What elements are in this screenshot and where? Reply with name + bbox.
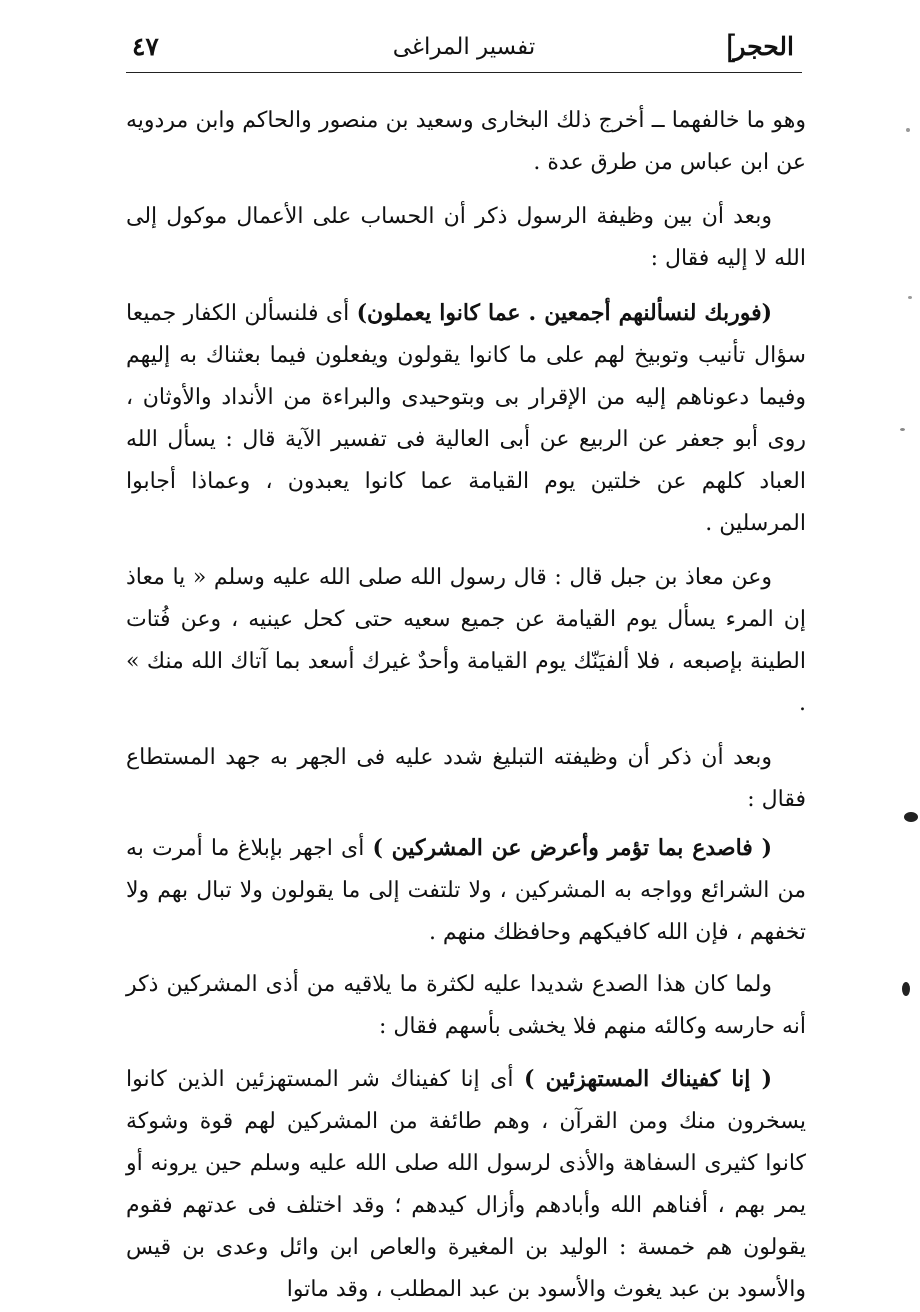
paragraph-7: ولما كان هذا الصدع شديدا عليه لكثرة ما يلاقيه من أذى المشركين ذكر أنه حارسه وكالئه منهم فلا يخشى بأسهم فقال : [126, 972, 806, 1039]
paragraph-1: وهو ما خالفهما ــ أخرج ذلك البخارى وسعيد بن منصور والحاكم وابن مردويه عن ابن عباس من طرق عدة . [126, 108, 806, 175]
paragraph-8 [126, 1058, 806, 1311]
paragraph-3 [126, 292, 806, 545]
paragraph-2: وبعد أن بين وظيفة الرسول ذكر أن الحساب على الأعمال موكول إلى الله لا إليه فقال : [126, 204, 806, 271]
quran-verse: (فوربك لنسألنهم أجمعين . عما كانوا يعملون) [356, 300, 772, 326]
paragraph-text: أى إنا كفيناك شر المستهزئين الذين كانوا يسخرون منك ومن القرآن ، وهم طائفة من المشركين لهم قوة وشوكة كانوا كثيرى السفاهة والأذى لرسول الله صلى الله عليه وسلم حين يرونه أو يمر بهم ، أفناهم الله وأبادهم وأزال كيدهم ؛ وقد اختلف فى عدتهم فقوم يقولون هم خمسة : الوليد بن المغيرة والعاص ابن وائل وعدى بن قيس والأسود بن عبد يغوث والأسود بن عبد المطلب ، وقد ماتوا [126, 1067, 806, 1302]
scan-speck [900, 428, 905, 431]
quran-verse: ( فاصدع بما تؤمر وأعرض عن المشركين ) [372, 835, 772, 861]
quran-verse: ( إنا كفيناك المستهزئين ) [524, 1066, 772, 1092]
page-number: ٤٧ [132, 32, 159, 61]
paragraph-text: أى اجهر بإبلاغ ما أمرت به من الشرائع وواجه به المشركين ، ولا تلتفت إلى ما يقولون ولا تبال بهم ولا تخفهم ، فإن الله كافيكهم وحافظك منهم . [126, 836, 806, 945]
scan-speck [908, 296, 912, 299]
paragraph-text: أى فلنسألن الكفار جميعا سؤال تأنيب وتوبيخ لهم على ما كانوا يقولون ويفعلون فيما بعثناك به إليهم وفيما دعوناهم إليه من الإقرار بى وبتوحيدى والبراءة من الأنداد والأوثان ، روى أبو جعفر عن الربيع عن أبى العالية فى تفسير الآية قال : يسأل الله العباد كلهم عن خلتين يوم القيامة عما كانوا يعبدون ، وعماذا أجابوا المرسلين . [126, 301, 806, 536]
header-bracket: ] [725, 28, 738, 66]
scan-speck [904, 812, 918, 822]
book-title: تفسير المراغى [392, 34, 536, 60]
page-body [126, 100, 806, 1311]
paragraph-4: وعن معاذ بن جبل قال : قال رسول الله صلى الله عليه وسلم « يا معاذ إن المرء يسأل يوم القيامة عن جميع سعيه حتى كحل عينيه ، وعن فُتات الطينة بإصبعه ، فلا ألفيَنّك يوم القيامة وأحدٌ غيرك أسعد بما آتاك الله منك » . [126, 565, 806, 716]
scan-speck [906, 128, 910, 132]
paragraph-5: وبعد أن ذكر أن وظيفته التبليغ شدد عليه فى الجهر به جهد المستطاع فقال : [126, 745, 806, 812]
surah-name: الحجر [733, 32, 794, 61]
scan-speck [902, 982, 910, 996]
paragraph-6 [126, 827, 806, 954]
page-header [126, 28, 802, 73]
